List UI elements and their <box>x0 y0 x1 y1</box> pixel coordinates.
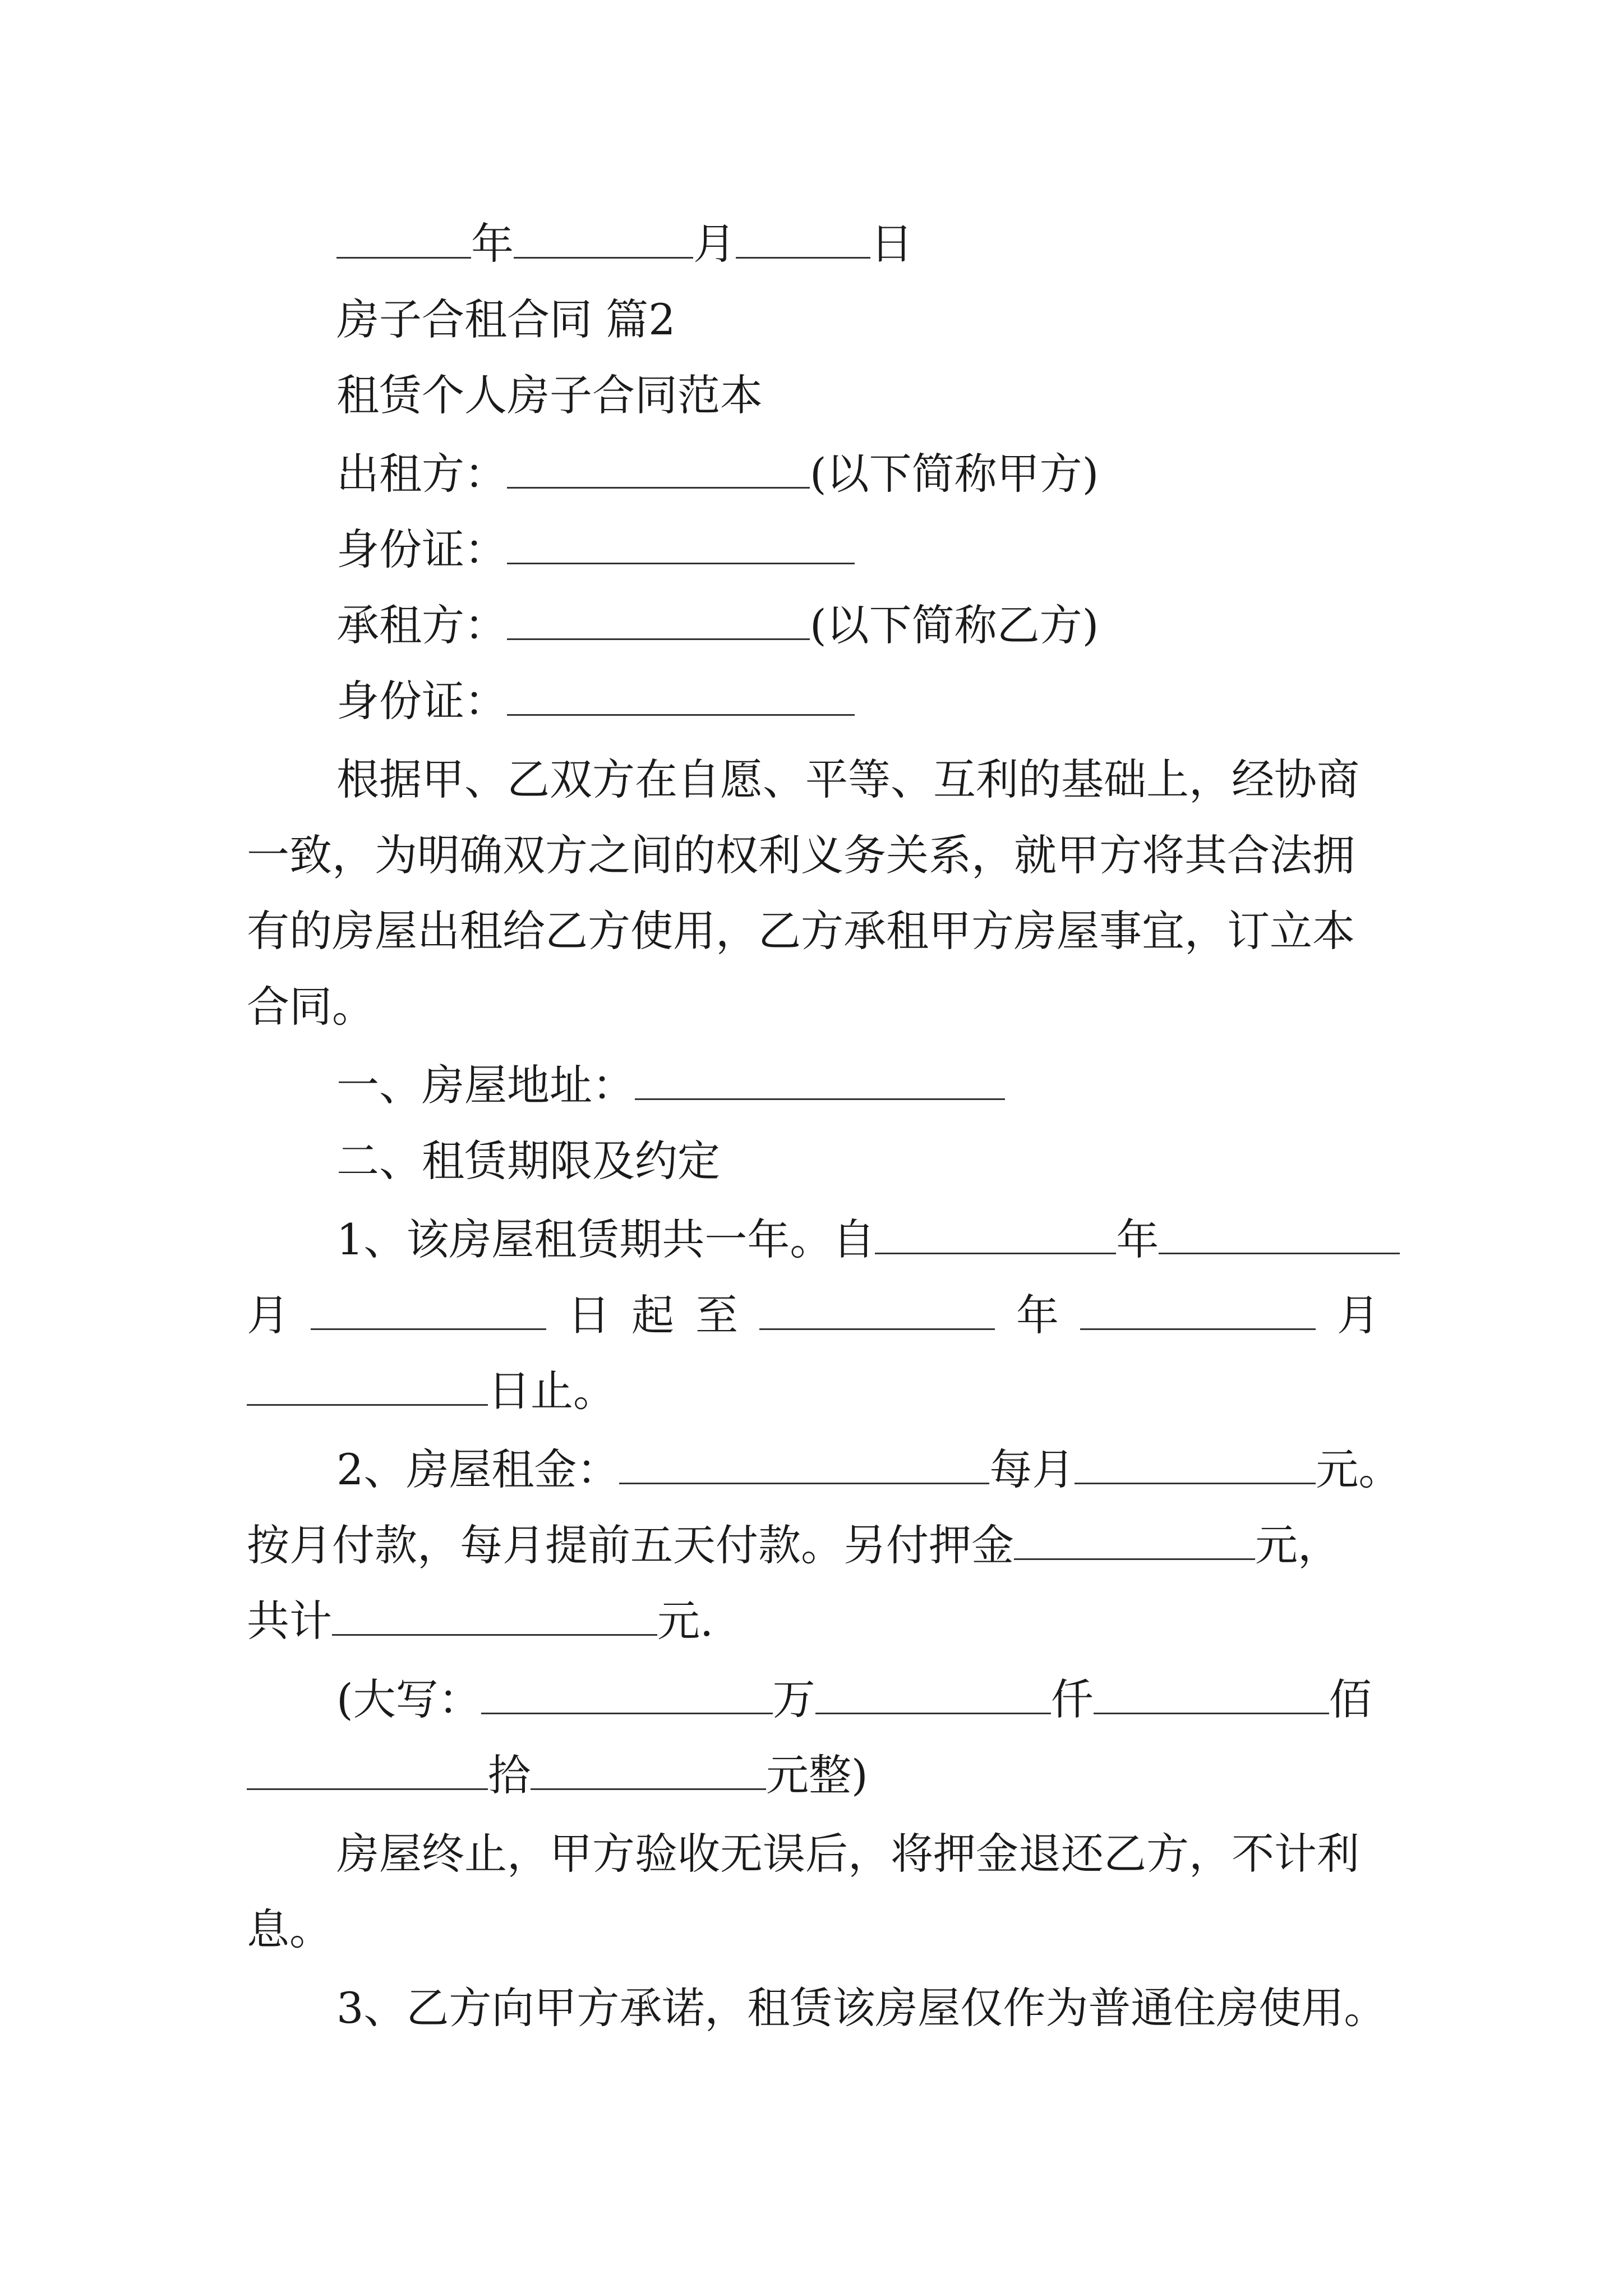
lessor-line <box>336 449 1099 499</box>
capital-e: 拾 <box>488 1750 531 1800</box>
rent-blank <box>619 1447 989 1484</box>
clause2-g: 元. <box>657 1596 714 1646</box>
preamble-line-4: 合同。 <box>247 982 375 1032</box>
deposit-blank <box>1014 1522 1255 1560</box>
clause1-d: 日 <box>568 1290 610 1340</box>
preamble-line-1: 根据甲、乙双方在自愿、平等、互利的基础上，经协商 <box>336 754 1359 804</box>
address-label: 一、房屋地址： <box>336 1060 635 1110</box>
capital-c: 仟 <box>1050 1674 1094 1724</box>
clause1-g: 年 <box>1016 1290 1059 1340</box>
end-year-blank <box>759 1292 995 1330</box>
clause2-e: 元， <box>1255 1520 1340 1570</box>
month-blank <box>514 221 693 259</box>
section1-line <box>336 1060 1005 1111</box>
lessor-id-label: 身份证： <box>336 524 507 574</box>
capital-line-2 <box>247 1750 868 1801</box>
clause1-line-1 <box>336 1214 1400 1265</box>
clause1-line-3 <box>247 1366 616 1416</box>
address-blank <box>635 1062 1005 1100</box>
lessee-id-blank <box>507 678 855 716</box>
capital-d: 佰 <box>1329 1674 1372 1724</box>
start-year-blank <box>875 1217 1116 1254</box>
capital-f: 元整) <box>766 1750 868 1800</box>
clause3-line: 3、乙方向甲方承诺，租赁该房屋仅作为普通住房使用。 <box>336 1983 1387 2033</box>
lessee-suffix: (以下简称乙方) <box>810 600 1099 650</box>
clause1-h: 月 <box>1337 1290 1380 1340</box>
shi-blank <box>247 1752 488 1790</box>
clause1-a: 1、该房屋租赁期共一年。自 <box>336 1214 875 1264</box>
section2-title: 二、租赁期限及约定 <box>336 1136 720 1186</box>
termination-line-2: 息。 <box>247 1904 332 1954</box>
lessor-id-blank <box>507 527 855 564</box>
clause2-b: 每月 <box>989 1444 1075 1494</box>
start-month-blank <box>1159 1217 1400 1254</box>
clause1-f: 至 <box>695 1290 738 1340</box>
year-blank <box>336 221 471 259</box>
clause2-f: 共计 <box>247 1596 332 1646</box>
capital-b: 万 <box>772 1674 815 1724</box>
capital-line-1 <box>336 1674 1372 1725</box>
day-blank <box>736 221 870 259</box>
preamble-line-2: 一致，为明确双方之间的权利义务关系，就甲方将其合法拥 <box>247 830 1355 880</box>
lessor-blank <box>507 451 810 489</box>
clause1-line-2 <box>247 1290 1380 1341</box>
clause2-line-2 <box>247 1520 1340 1571</box>
clause2-line-1 <box>336 1444 1401 1495</box>
monthly-rent-blank <box>1075 1447 1316 1484</box>
yuan-blank <box>531 1752 766 1790</box>
heading: 房子合租合同 篇2 <box>336 295 676 344</box>
lessor-id-line <box>336 524 855 575</box>
lessor-label: 出租方： <box>336 449 507 499</box>
lessee-id-line <box>336 676 855 726</box>
clause1-e: 起 <box>631 1290 674 1340</box>
clause1-b: 年 <box>1116 1214 1159 1264</box>
day-label: 日 <box>870 219 913 269</box>
lessee-line <box>336 600 1099 651</box>
clause2-d: 按月付款，每月提前五天付款。另付押金 <box>247 1520 1014 1570</box>
wan-blank <box>481 1677 773 1714</box>
clause2-a: 2、房屋租金： <box>336 1444 620 1494</box>
bai-blank <box>1094 1677 1329 1714</box>
total-blank <box>332 1598 657 1636</box>
clause2-line-3 <box>247 1596 713 1646</box>
month-label: 月 <box>693 219 736 269</box>
clause2-c: 元。 <box>1316 1444 1401 1494</box>
capital-a: (大写： <box>336 1674 481 1724</box>
end-month-blank <box>1080 1292 1316 1330</box>
qian-blank <box>815 1677 1051 1714</box>
subheading: 租赁个人房子合同范本 <box>336 370 763 420</box>
clause1-c: 月 <box>247 1290 289 1340</box>
year-label: 年 <box>471 219 514 269</box>
lessee-label: 承租方： <box>336 600 507 650</box>
termination-line-1: 房屋终止，甲方验收无误后，将押金退还乙方，不计利 <box>336 1829 1359 1879</box>
end-day-blank <box>247 1368 488 1406</box>
start-day-blank <box>311 1292 546 1330</box>
lessor-suffix: (以下简称甲方) <box>810 449 1099 499</box>
preamble-line-3: 有的房屋出租给乙方使用，乙方承租甲方房屋事宜，订立本 <box>247 906 1355 956</box>
date-line <box>336 219 913 269</box>
clause1-i: 日止。 <box>488 1366 616 1416</box>
lessee-id-label: 身份证： <box>336 676 507 726</box>
lessee-blank <box>507 602 810 640</box>
